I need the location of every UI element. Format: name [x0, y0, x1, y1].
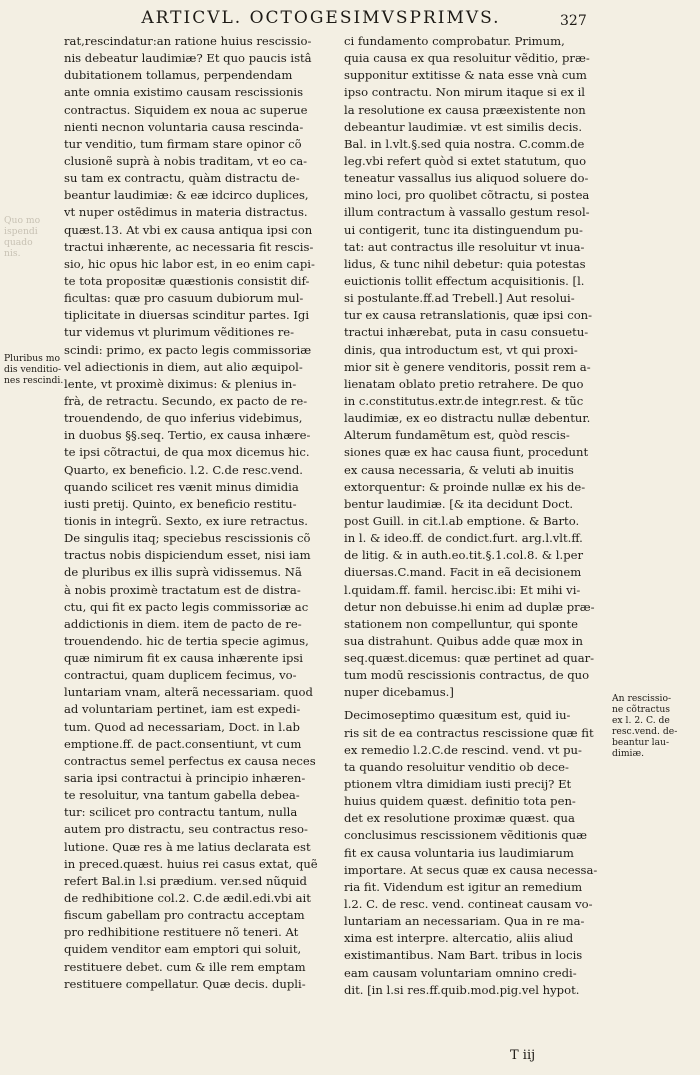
text-line: te resoluitur, vna tantum gabella debea- [64, 788, 300, 803]
text-line: huius quidem quæst. definitio tota pen- [344, 794, 576, 809]
text-line: ria fit. Videndum est igitur an remedium [344, 879, 583, 894]
text-line: sua distrahunt. Quibus adde quæ mox in [344, 633, 583, 648]
text-line: ex remedio l.2.C.de rescind. vend. vt pu- [344, 742, 582, 757]
text-line: de pluribus ex illis suprà vidissemus. Nã [64, 565, 302, 580]
text-line: lutione. Quæ res à me latius declarata est [64, 839, 311, 854]
text-line: dubitationem tollamus, perpendendam [64, 68, 293, 83]
text-line: De singulis itaq; speciebus rescissionis cõ [64, 531, 311, 546]
text-line: tur venditio, tum firmam stare opinor cõ [64, 136, 302, 151]
text-line: ad voluntariam pertinet, iam est expedi- [64, 702, 301, 717]
text-line: quidem venditor eam emptori qui soluit, [64, 942, 302, 957]
text-line: extorquentur: & proinde nullæ ex his de- [344, 479, 586, 494]
text-line: su tam ex contractu, quàm distractu de- [64, 171, 300, 186]
text-line: Decimoseptimo quæsitum est, quid iu- [344, 708, 571, 723]
text-line: tum modũ rescissionis contractus, de quo [344, 668, 590, 683]
text-line: tur ex causa retranslationis, quæ ipsi con- [344, 308, 593, 323]
text-line: quæst.13. At vbi ex causa antiqua ipsi con [64, 222, 313, 237]
text-line: tionis in integrũ. Sexto, ex iure retractus. [64, 513, 308, 528]
text-line: fit ex causa voluntaria ius laudimiarum [344, 845, 574, 860]
page-number: 327 [560, 13, 587, 29]
text-line: stationem non compelluntur, qui sponte [344, 616, 578, 631]
text-line: rat,rescindatur:an ratione huius rescissio- [64, 34, 312, 48]
text-line: si postulante.ff.ad Trebell.] Aut resolui- [344, 291, 575, 306]
text-line: supponitur extitisse & nata esse vnà cum [344, 68, 587, 83]
text-line: in preced.quæst. huius rei casus extat, quẽ [64, 856, 318, 871]
text-line: lidus, & tunc nihil debetur: quia potestas [344, 256, 586, 271]
running-header: ARTICVL. OCTOGESIMVSPRIMVS. [141, 8, 501, 28]
text-line: saria ipsi contractui à principio inhæren- [64, 771, 306, 786]
text-line: bentur laudimiæ. [& ita decidunt Doct. [344, 496, 574, 511]
text-line: refert Bal.in l.si prædium. ver.sed nũquid [64, 873, 307, 888]
text-line: detur non debuisse.hi enim ad duplæ præ- [344, 599, 595, 614]
text-line: in duobus §§.seq. Tertio, ex causa inhære- [64, 428, 311, 443]
margin-note-line: An rescissio- [612, 693, 672, 704]
text-line: emptione.ff. de pact.consentiunt, vt cum [64, 736, 302, 751]
text-line: ficultas: quæ pro casuum dubiorum mul- [64, 291, 304, 306]
text-line: diuersas.C.mand. Facit in eã decisionem [344, 565, 582, 580]
text-line: la resolutione ex causa præexistente non [344, 102, 586, 117]
text-line: quæ nimirum fit ex causa inhærente ipsi [64, 651, 304, 666]
margin-note-line: Pluribus mo [4, 353, 61, 364]
left-text-column [64, 33, 329, 993]
text-line: mior sit è genere venditoris, possit rem a- [344, 359, 591, 374]
text-line: tiplicitate in diuersas scinditur partes. Igi [64, 308, 310, 323]
text-line: trouendendo, de quo inferius videbimus, [64, 411, 303, 426]
text-line: eam causam voluntariam omnino credi- [344, 965, 577, 980]
text-line: tractui inhærente, ac necessaria fit rescis- [64, 239, 314, 254]
text-line: contractui, quam duplicem fecimus, vo- [64, 668, 297, 683]
text-line: quando scilicet res vænit minus dimidia [64, 479, 299, 494]
text-line: tum. Quod ad necessariam, Doct. in l.ab [64, 719, 300, 734]
text-line: contractus. Siquidem ex noua ac superue [64, 102, 308, 117]
text-line: vel adiectionis in diem, aut alio æquipol- [64, 359, 303, 374]
text-line: ptionem vltra dimidiam iusti precij? Et [344, 777, 572, 792]
text-line: nuper dicebamus.] [344, 685, 454, 700]
text-line: lienatam oblato pretio retrahere. De quo [344, 376, 584, 391]
margin-note-line: dimiæ. [612, 748, 645, 759]
text-line: luntariam vnam, alterã necessariam. quod [64, 685, 313, 700]
text-line: beantur laudimiæ: & eæ idcirco duplices, [64, 188, 309, 203]
margin-note-line: ex l. 2. C. de [612, 715, 670, 726]
text-line: te tota propositæ quæstionis consistit dif- [64, 273, 310, 288]
margin-note-line: Quo mo [4, 215, 41, 226]
text-line: laudimiæ, ex eo distractu nullæ debentur. [344, 411, 591, 426]
text-line: à nobis proximè tractatum est de distra- [64, 582, 301, 597]
margin-note-line: dis venditio- [4, 364, 62, 375]
text-line: ex causa necessaria, & veluti ab inuitis [344, 462, 574, 477]
text-line: l.2. C. de resc. vend. contineat causam vo- [344, 897, 593, 912]
text-line: ipso contractu. Non mirum itaque si ex il [344, 85, 586, 100]
text-line: autem pro distractu, seu contractus reso- [64, 822, 308, 837]
text-line: importare. At secus quæ ex causa necessa- [344, 862, 598, 877]
text-line: existimantibus. Nam Bart. tribus in locis [344, 948, 583, 963]
text-line: tur videmus vt plurimum vẽditiones re- [64, 325, 295, 340]
text-line: tat: aut contractus ille resoluitur vt inua- [344, 239, 585, 254]
text-line: pro redhibitione restituere nõ teneri. At [64, 925, 299, 940]
text-line: te ipsi cõtractui, de qua mox dicemus hic. [64, 445, 310, 460]
margin-note-line: quado [4, 237, 33, 248]
text-line: addictionis in diem. item de pacto de re- [64, 616, 302, 631]
text-line: fiscum gabellam pro contractu acceptam [64, 908, 305, 923]
text-line: teneatur vassallus ius aliquod soluere do- [344, 171, 589, 186]
text-line: vt nuper ostẽdimus in materia distractus. [64, 205, 308, 220]
text-line: siones quæ ex hac causa fiunt, procedunt [344, 445, 589, 460]
text-line: contractus semel perfectus ex causa neces [64, 753, 316, 768]
text-line: dit. [in l.si res.ff.quib.mod.pig.vel hypot. [344, 982, 580, 997]
text-line: leg.vbi refert quòd si extet statutum, quo [344, 153, 587, 168]
margin-note-line: beantur lau- [612, 737, 670, 748]
text-line: tractus nobis dispiciendum esset, nisi iam [64, 548, 311, 563]
text-line: Alterum fundamẽtum est, quòd rescis- [344, 428, 570, 443]
margin-note-line: ispendi [4, 226, 38, 237]
text-line: scindi: primo, ex pacto legis commissoriæ [64, 342, 312, 357]
text-line: seq.quæst.dicemus: quæ pertinet ad quar- [344, 651, 595, 666]
text-line: l.quidam.ff. famil. hercisc.ibi: Et mihi vi- [344, 582, 581, 597]
text-line: tractui inhærebat, puta in casu consuetu- [344, 325, 589, 340]
text-line: xima est interpre. altercatio, aliis aliud [344, 931, 574, 946]
margin-note-line: resc.vend. de- [612, 726, 678, 737]
faded-margin-note [4, 215, 62, 259]
text-line: trouendendo. hic de tertia specie agimus, [64, 633, 309, 648]
left-margin-note [4, 353, 64, 386]
text-line: ris sit de ea contractus rescissione quæ fit [344, 725, 594, 740]
text-line: sio, hic opus hic labor est, in eo enim capi- [64, 256, 315, 271]
text-line: ante omnia existimo causam rescissionis [64, 85, 304, 100]
text-line: debeantur laudimiæ. vt est similis decis. [344, 119, 583, 134]
text-line: nis debeatur laudimiæ? Et quo paucis istâ [64, 51, 312, 66]
text-line: illum contractum à vassallo gestum resol- [344, 205, 590, 220]
margin-note-line: ne cõtractus [612, 704, 670, 715]
text-line: post Guill. in cit.l.ab emptione. & Barto. [344, 513, 580, 528]
text-line: lente, vt proximè diximus: & plenius in- [64, 376, 297, 391]
signature-mark: T iij [510, 1048, 536, 1063]
text-line: nienti necnon voluntaria causa rescinda- [64, 119, 304, 134]
text-line: dinis, qua introductum est, vt qui proxi- [344, 342, 578, 357]
text-line: ci fundamento comprobatur. Primum, [344, 34, 565, 48]
margin-note-line: nes rescindi. [4, 375, 64, 386]
text-line: ctu, qui fit ex pacto legis commissoriæ ac [64, 599, 309, 614]
text-line: luntariam an necessariam. Qua in re ma- [344, 914, 585, 929]
text-line: restituere compellatur. Quæ decis. dupli- [64, 976, 306, 991]
text-line: iusti pretij. Quinto, ex beneficio restitu- [64, 496, 297, 511]
text-line: frà, de retractu. Secundo, ex pacto de re- [64, 393, 308, 408]
text-line: in c.constitutus.extr.de integr.rest. & tũc [344, 393, 584, 408]
margin-note-line: nis. [4, 248, 21, 259]
text-line: ui contigerit, tunc ita distinguendum pu- [344, 222, 583, 237]
text-line: de litig. & in auth.eo.tit.§.1.col.8. & l.per [344, 548, 584, 563]
text-line: mino loci, pro quolibet cõtractu, si postea [344, 188, 590, 203]
text-line: conclusimus rescissionem vẽditionis quæ [344, 828, 587, 843]
text-line: in l. & ideo.ff. de condict.furt. arg.l.vlt.ff. [344, 531, 583, 546]
right-margin-note [612, 693, 698, 759]
text-line: euictionis tollit effectum acquisitionis. [l. [344, 273, 585, 288]
text-line: Bal. in l.vlt.§.sed quia nostra. C.comm.de [344, 136, 585, 151]
text-line: det ex resolutione proximæ quæst. qua [344, 811, 575, 826]
right-text-column [344, 33, 609, 999]
text-line: clusionẽ suprà à nobis traditam, vt eo ca- [64, 153, 308, 168]
text-line: restituere debet. cum & ille rem emptam [64, 959, 306, 974]
text-line: de redhibitione col.2. C.de ædil.edi.vbi ait [64, 891, 311, 906]
text-line: Quarto, ex beneficio. l.2. C.de resc.vend. [64, 462, 303, 477]
text-line: ta quando resoluitur venditio ob dece- [344, 759, 569, 774]
text-line: quia causa ex qua resoluitur vẽditio, præ- [344, 51, 590, 66]
text-line: tur: scilicet pro contractu tantum, nulla [64, 805, 298, 820]
